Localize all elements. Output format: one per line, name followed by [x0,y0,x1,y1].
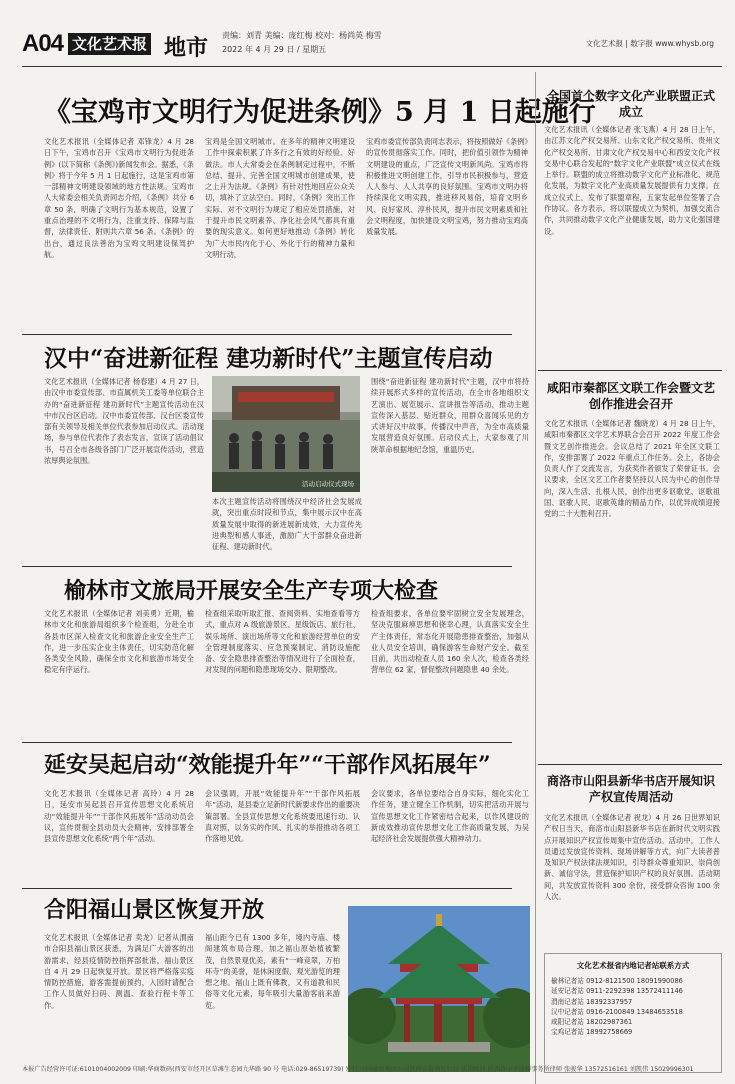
contact-row: 延安记者站 0911-2292398 13572411146 [551,987,683,996]
hanzhong-photo [212,376,360,492]
footer-info: 本报广告经营许可证:6101004002009 印刷:华商数码(西安市经开区草滩生态园九华路 90 号 电话:029-86519739) 发行:中国邮政集团公司陕西省报刊发行局 法律顾问:陕西许小平律师事务所律师 张骏华 13572516161 刘凯伟 15029996301 [22,1066,694,1073]
article-title-wuqi: 延安吴起启动“效能提升年”“干部作风拓展年” [44,752,491,778]
sidebar-body-digital-alliance: 文化艺术报讯（全媒体记者 张飞燕）4 月 28 日上午，由江苏文化产权交易所、山东文化产权交易所、贵州文化产权交易所、甘肃文化产权交易中心和西安文化产权交易中心联合发起的“数字文化产业联盟”成立仪式在线上举行。联盟的成立将推动数字文化产业标准化、规范化发展，为数字文化产业高质量发展提供有力支撑。在成立仪式上，发布了联盟章程，五家发起单位签署了合作协议。各方表示，将以联盟成立为契机，加强交流合作，共同推动数字文化产业健康发展，助力文化强国建设。 [544,125,720,236]
contact-row: 宝鸡记者站 18992758669 [551,1028,633,1037]
page-number: A04 [22,30,64,57]
article-divider [22,742,512,743]
contact-row: 渭南记者站 18392337957 [551,997,633,1006]
sidebar-body-shanyang: 文化艺术报讯（全媒体记者 祝龙）4 月 26 日世界知识产权日当天，商洛市山阳县新华书店在新时代文明实践点开展知识产权宣传周集中宣传活动。活动中，工作人员通过发放宣传资料、现场讲解等方式，向广大读者普及知识产权法律法规知识，引导群众尊重知识、崇尚创新、诚信守法，营造保护知识产权的良好氛围。活动期间，共发放宣传资料 300 余份，接受群众咨询 100 余人次。 [544,813,720,902]
dateline: 2022 年 4 月 29 日 / 星期五 [222,45,327,54]
sidebar-body-qindu: 文化艺术报讯（全媒体记者 魏晓龙）4 月 28 日上午，咸阳市秦都区文学艺术界联合会召开 2022 年度工作会暨文艺创作推进会。会议总结了 2021 年全区文联工作，安排部署了 2022 年重点工作任务。会上，各协会负责人作了交流发言，为获奖作者颁发了荣誉证书。会议要求，全区文艺工作者要坚持以人民为中心的创作导向，深入生活、扎根人民，创作出更多讴歌党、讴歌祖国、讴歌人民、讴歌英雄的精品力作，以优异成绩迎接党的二十大胜利召开。 [544,419,720,519]
sidebar-title-qindu: 咸阳市秦都区文联工作会暨文艺创作推进会召开 [546,381,715,411]
article-divider [22,888,512,889]
article-body-baoji-col2: 宝鸡是全国文明城市。在多年的精神文明建设工作中探索积累了许多行之有效的好经验、好做法。市人大常委会在条例制定过程中，不断总结、提升、完善全国文明城市创建成果，使之上升为法规。《条例》有针对性地回应公众关切，填补了立法空白。同时，《条例》突出工作实际、对不文明行为规定了相应处罚措施，对于提升市民文明素养、净化社会风气都具有重要的现实意义。如何更好地推动《条例》转化为广大市民内化于心、外化于行的精神力量和文明行动， [205,137,355,259]
paper-logo: 文化艺术报 [68,33,151,55]
article-body-baoji-col3: 宝鸡市委宣传部负责同志表示，将按照做好《条例》的宣传贯彻落实工作。同时，把价值引领作为精神文明建设的重点，广泛宣传文明新风尚。宝鸡市将积极推进文明创建工作，引导市民积极参与，营造人人参与、人人共享的良好氛围。宝鸡市文明办将持续深化文明实践，推进移风易俗，培育文明乡风、良好家风、淳朴民风，提升市民文明素质和社会文明程度，加快建设文明宝鸡，努力推动宝鸡高质量发展。 [366,137,528,237]
article-title-baoji: 《宝鸡市文明行为促进条例》5 月 1 日起施行 [44,97,596,128]
article-divider [22,566,512,567]
photo-caption: 活动启动仪式现场 [302,480,354,488]
sidebar-divider [538,370,722,371]
column-divider [535,72,536,1084]
article-body-wuqi-col3: 会议要求，各单位要结合自身实际，细化实化工作任务，建立健全工作机制，切实把活动开展与宣传思想文化工作紧密结合起来，以作风建设的新成效推动宣传思想文化工作高质量发展，为吴起经济社会发展提供强大精神动力。 [371,789,529,844]
sidebar-title-shanyang: 商洛市山阳县新华书店开展知识产权宣传周活动 [546,774,715,804]
article-body-wuqi-col1: 文化艺术报讯（全媒体记者 高玲）4 月 28 日，延安市吴起县召开宣传思想文化系统启动“效能提升年”“干部作风拓展年”活动动员会议，宣传贯彻全县动员大会精神，安排部署全县宣传思想文化系统“两个年”活动。 [44,789,194,844]
article-body-fushan-col1: 文化艺术报讯（全媒体记者 卖龙）记者从渭南市合阳县福山景区获悉，为满足广大游客的出游需求，经县疫情防控指挥部批准，福山景区自 4 月 29 日起恢复开放。景区将严格落实疫情防控措施，游客需提前预约，入园时请配合工作人员做好扫码、测温、查验行程卡等工作。 [44,933,194,1010]
article-body-wuqi-col2: 会议强调，开展“效能提升年”“干部作风拓展年”活动，是县委立足新时代新要求作出的重要决策部署。全县宣传思想文化系统要迅速行动、认真对照，以务实的作风、扎实的举措推动各项工作落地见效。 [205,789,360,844]
sidebar-title-digital-alliance: 全国首个数字文化产业联盟正式成立 [546,89,715,119]
article-title-hanzhong: 汉中“奋进新征程 建功新时代”主题宣传启动 [44,345,493,372]
fushan-pavilion-photo [348,906,530,1072]
article-body-fushan-col2: 福山距今已有 1300 多年，境内寺庙、楼阁建筑布局合理，加之福山原始植被繁茂，自然景观优美，素有“一峰竞翠，万柏环寺”的美誉，是休闲度假、观光游览的理想之地。福山上既有佛教，又有道教和民俗等文化元素，每年吸引大量游客前来游览。 [205,933,340,1010]
contact-box [544,953,722,1073]
contact-row: 榆林记者站 0912-8121500 18091990086 [551,977,683,985]
newspaper-page [22,28,722,1068]
contact-heading: 文化艺术报省内地记者站联系方式 [576,961,690,970]
article-body-hanzhong-col1: 文化艺术报讯（全媒体记者 杨春建）4 月 27 日，由汉中市委宣传部、市直属机关工委等单位联合主办的“奋进新征程 建功新时代”主题宣传活动在汉中市汉台区启动。汉中市委宣传部、汉台区委宣传部有关领导及相关单位代表参加启动仪式。活动现场，参与单位代表作了表态发言，宣读了活动倡议书，号召全市各级各部门广泛开展宣传活动，营造浓厚舆论氛围。 [44,377,204,466]
sidebar-divider [538,764,722,765]
fushan-pavilion-image [348,906,530,1072]
article-title-fushan: 合阳福山景区恢复开放 [44,897,265,923]
article-body-hanzhong-col2: 本次主题宣传活动将围绕汉中经济社会发展成就，突出重点时段和节点，集中展示汉中在高质量发展中取得的新进展新成效，大力宣传先进典型和感人事迹，激励广大干部群众奋进新征程、建功新时代。 [212,497,362,552]
paper-website: 文化艺术报 | 数字报 www.whysb.org [585,39,714,48]
contact-row: 咸阳记者站 18202987361 [551,1018,633,1027]
article-body-yulin-col2: 检查组采取听取汇报、查阅资料、实地查看等方式，重点对 A 级旅游景区、星级饭店、旅行社、娱乐场所、演出场所等文化和旅游经营单位的安全管理制度落实、应急预案制定、消防设施配备、安全隐患排查整治等情况进行了全面检查，对发现的问题和隐患现场交办、限期整改。 [205,609,360,675]
article-body-baoji-col1: 文化艺术报讯（全媒体记者 邓锋龙）4 月 28 日下午，宝鸡市召开《宝鸡市文明行为促进条例》(以下简称《条例》)新闻发布会。据悉，《条例》将于今年 5 月 1 日起施行，这是宝鸡市第一部精神文明建设领域的地方性法规。宝鸡市人大常委会相关负责同志介绍，《条例》共分 6 章 50 条，明确了文明行为基本规范，设置了重点治理的不文明行为，注重支持、保障与监督，法律责任、附则共六章 56 条。《条例》的出台，通过良法善治为宝鸡文明建设保驾护航。 [44,137,194,259]
article-title-yulin: 榆林市文旅局开展安全生产专项大检查 [64,578,439,604]
article-divider [22,334,512,335]
section-title: 地市 [164,35,209,61]
article-body-yulin-col1: 文化艺术报讯（全媒体记者 刘美勇）近期，榆林市文化和旅游局组织多个检查组，分赴全市各县市区深入检查文化和旅游企业安全生产工作，进一步压实企业主体责任，切实防范化解各类安全风险，确保全市文化和旅游市场安全稳定有序运行。 [44,609,194,675]
hanzhong-photo-image [212,376,360,492]
article-body-hanzhong-col3: 围绕“奋进新征程 建功新时代”主题，汉中市将持续开展形式多样的宣传活动，在全市各地组织文艺演出、展览展示、宣讲报告等活动，推动主题宣传深入基层、贴近群众，用群众喜闻乐见的方式讲好汉中故事，传播汉中声音，为全市高质量发展营造良好氛围。启动仪式上，大家参观了川陕革命根据地纪念馆，重温历史。 [371,377,529,454]
masthead [22,28,722,66]
contact-row: 汉中记者站 0916-2100849 13484653518 [551,1007,683,1016]
editors-line: 责编：刘青 美编：庞红梅 校对：杨尚英 梅雪 [222,31,382,40]
masthead-rule [22,66,722,67]
article-body-yulin-col3: 检查组要求，各单位要牢固树立安全发展理念，坚决克服麻痹思想和侥幸心理，认真落实安全生产主体责任，常态化开展隐患排查整治，加强从业人员安全培训，确保游客生命财产安全。截至目前，共出动检查人员 160 余人次，检查各类经营单位 62 家，督促整改问题隐患 40 余处。 [371,609,529,675]
